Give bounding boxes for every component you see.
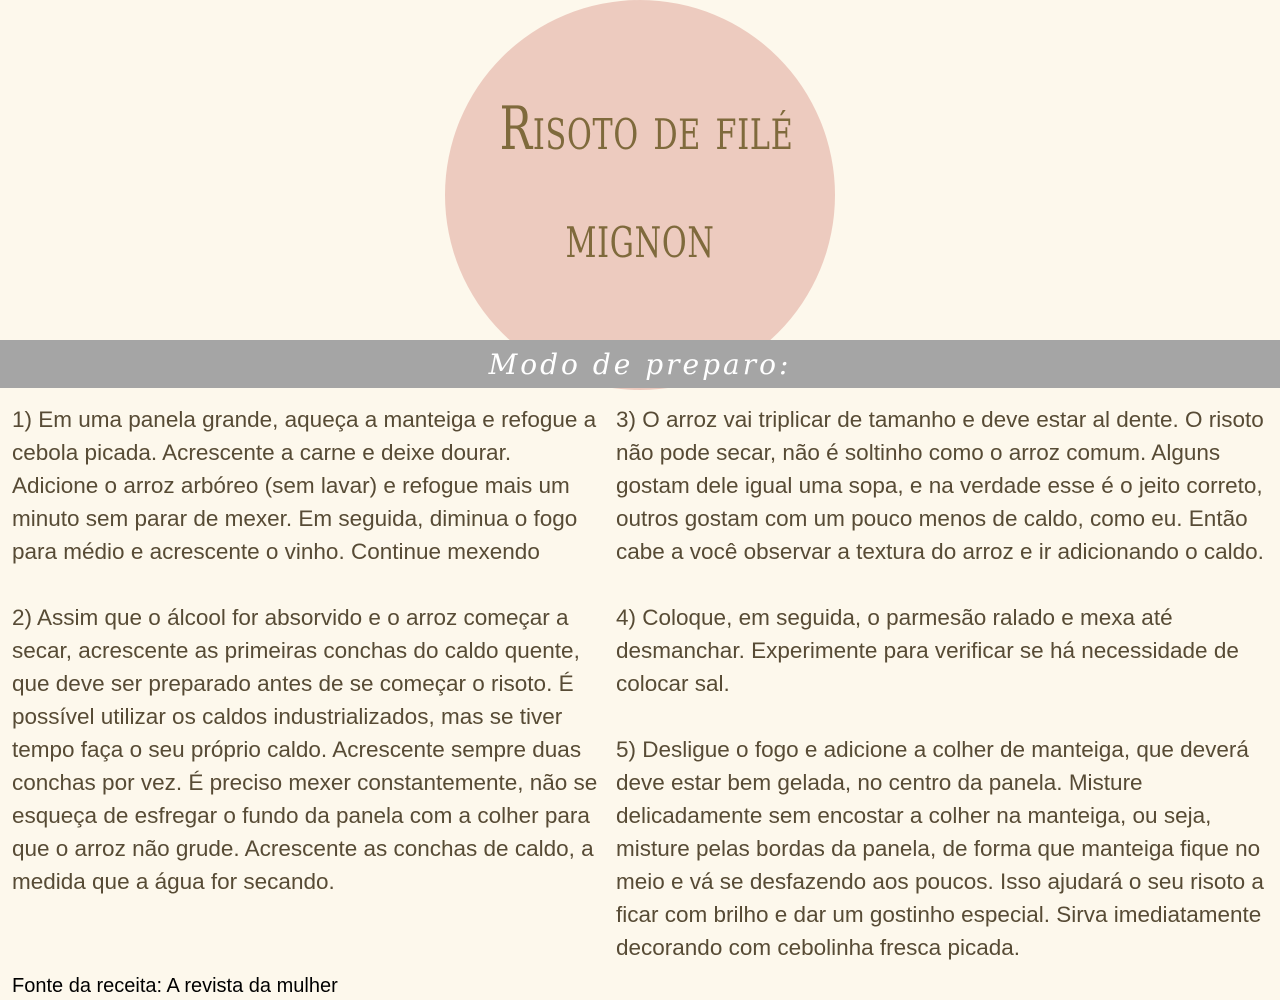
- recipe-source: Fonte da receita: A revista da mulher: [12, 975, 338, 997]
- section-heading: Modo de preparo:: [488, 347, 792, 381]
- recipe-title-line-1: Risoto de filé: [499, 94, 794, 164]
- step-2: 2) Assim que o álcool for absorvido e o arroz começar a secar, acrescente as primeiras conchas do caldo quente, que deve ser preparado antes de se começar o risoto. É possível utilizar os caldos industrializados, mas se tiver tempo faça o seu próprio caldo. Acrescente sempre duas conchas por vez. É preciso mexer constantemente, não se esqueça de esfregar o fundo da panela com a colher para que o arroz não grude. Acrescente as conchas de caldo, a medida que a água for secando.: [12, 605, 598, 894]
- steps-column-left: [12, 403, 602, 898]
- steps-column-right: [616, 403, 1278, 964]
- step-3: 3) O arroz vai triplicar de tamanho e deve estar al dente. O risoto não pode secar, não é soltinho como o arroz comum. Alguns gostam dele igual uma sopa, e na verdade esse é o jeito correto, outros gostam com um pouco menos de caldo, como eu. Então cabe a você observar a textura do arroz e ir adicionando o caldo.: [616, 407, 1264, 564]
- recipe-title: [499, 75, 794, 291]
- step-4: 4) Coloque, em seguida, o parmesão ralado e mexa até desmanchar. Experimente para verificar se há necessidade de colocar sal.: [616, 605, 1239, 696]
- step-1: 1) Em uma panela grande, aqueça a manteiga e refogue a cebola picada. Acrescente a carne e deixe dourar. Adicione o arroz arbóreo (sem lavar) e refogue mais um minuto sem parar de mexer. Em seguida, diminua o fogo para médio e acrescente o vinho. Continue mexendo: [12, 407, 597, 564]
- step-5: 5) Desligue o fogo e adicione a colher de manteiga, que deverá deve estar bem gelada, no centro da panela. Misture delicadamente sem encostar a colher na manteiga, ou seja, misture pelas bordas da panela, de forma que manteiga fique no meio e vá se desfazendo aos poucos. Isso ajudará o seu risoto a ficar com brilho e dar um gostinho especial. Sirva imediatamente decorando com cebolinha fresca picada.: [616, 737, 1264, 960]
- recipe-title-line-2: mignon: [565, 202, 715, 272]
- section-heading-band: [0, 340, 1280, 388]
